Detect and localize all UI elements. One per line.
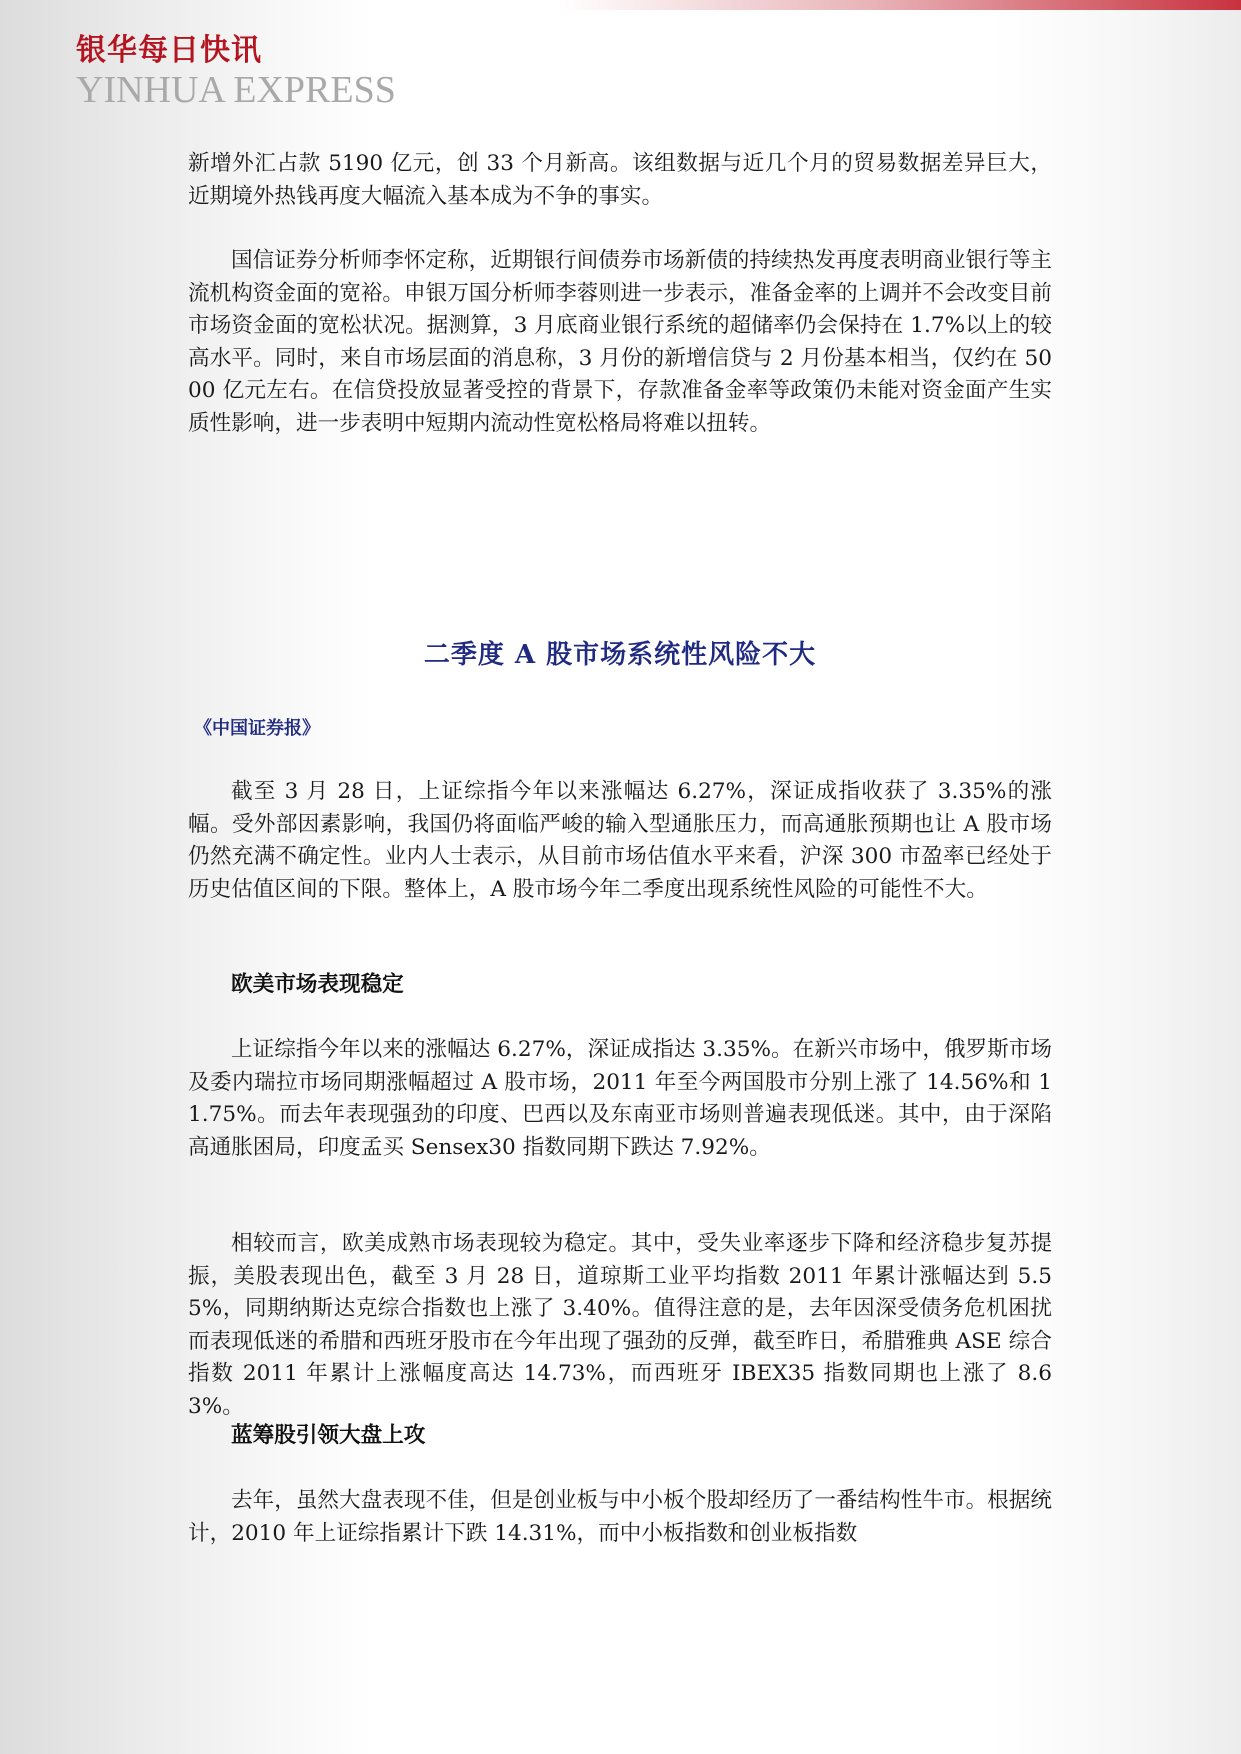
- top-accent-bar: [0, 0, 1241, 10]
- paragraph-text: 截至 3 月 28 日，上证综指今年以来涨幅达 6.27%，深证成指收获了 3.35%的涨幅。受外部因素影响，我国仍将面临严峻的输入型通胀压力，而高通胀预期也让 A 股市场仍然充满不确定性。业内人士表示，从目前市场估值水平来看，沪深 300 市盈率已经处于历史估值区间的下限。整体上，A 股市场今年二季度出现系统性风险的可能性不大。: [188, 779, 1052, 902]
- yinhua-express-logo: [76, 34, 396, 110]
- paragraph-text: 国信证券分析师李怀定称，近期银行间债券市场新债的持续热发再度表明商业银行等主流机构资金面的宽裕。申银万国分析师李蓉则进一步表示，准备金率的上调并不会改变目前市场资金面的宽松状况。据测算，3 月底商业银行系统的超储率仍会保持在 1.7%以上的较高水平。同时，来自市场层面的消息称，3 月份的新增信贷与 2 月份基本相当，仅约在 5000 亿元左右。在信贷投放显著受控的背景下，存款准备金率等政策仍未能对资金面产生实质性影响，进一步表明中短期内流动性宽松格局将难以扭转。: [188, 248, 1052, 436]
- paragraph-text: 新增外汇占款 5190 亿元，创 33 个月新高。该组数据与近几个月的贸易数据差异巨大，近期境外热钱再度大幅流入基本成为不争的事实。: [188, 151, 1052, 209]
- section-heading-europe-us: 欧美市场表现稳定: [231, 972, 404, 997]
- logo-english-text: YINHUA EXPRESS: [76, 69, 396, 111]
- article-source: 《中国证券报》: [194, 718, 320, 739]
- section-heading-blue-chips: 蓝筹股引领大盘上攻: [231, 1423, 426, 1448]
- section1-paragraph-2: [188, 1228, 1052, 1423]
- logo-chinese-text: 银华每日快讯: [76, 33, 262, 68]
- section2-paragraph-1: [188, 1485, 1052, 1550]
- section1-paragraph-1: [188, 1034, 1052, 1164]
- article1-paragraph-1: [188, 148, 1052, 213]
- paragraph-text: 去年，虽然大盘表现不佳，但是创业板与中小板个股却经历了一番结构性牛市。根据统计，2010 年上证综指累计下跌 14.31%，而中小板指数和创业板指数: [188, 1488, 1052, 1546]
- article2-intro: [188, 776, 1052, 906]
- article-title: 二季度 A 股市场系统性风险不大: [423, 640, 817, 670]
- article1-paragraph-2: [188, 245, 1052, 440]
- paragraph-text: 上证综指今年以来的涨幅达 6.27%，深证成指达 3.35%。在新兴市场中，俄罗斯市场及委内瑞拉市场同期涨幅超过 A 股市场，2011 年至今两国股市分别上涨了 14.56%和 11.75%。而去年表现强劲的印度、巴西以及东南亚市场则普遍表现低迷。其中，由于深陷高通胀困局，印度孟买 Sensex30 指数同期下跌达 7.92%。: [188, 1037, 1052, 1160]
- paragraph-text: 相较而言，欧美成熟市场表现较为稳定。其中，受失业率逐步下降和经济稳步复苏提振，美股表现出色，截至 3 月 28 日，道琼斯工业平均指数 2011 年累计涨幅达到 5.55%，同期纳斯达克综合指数也上涨了 3.40%。值得注意的是，去年因深受债务危机困扰而表现低迷的希腊和西班牙股市在今年出现了强劲的反弹，截至昨日，希腊雅典 ASE 综合指数 2011 年累计上涨幅度高达 14.73%，而西班牙 IBEX35 指数同期也上涨了 8.63%。: [188, 1231, 1052, 1419]
